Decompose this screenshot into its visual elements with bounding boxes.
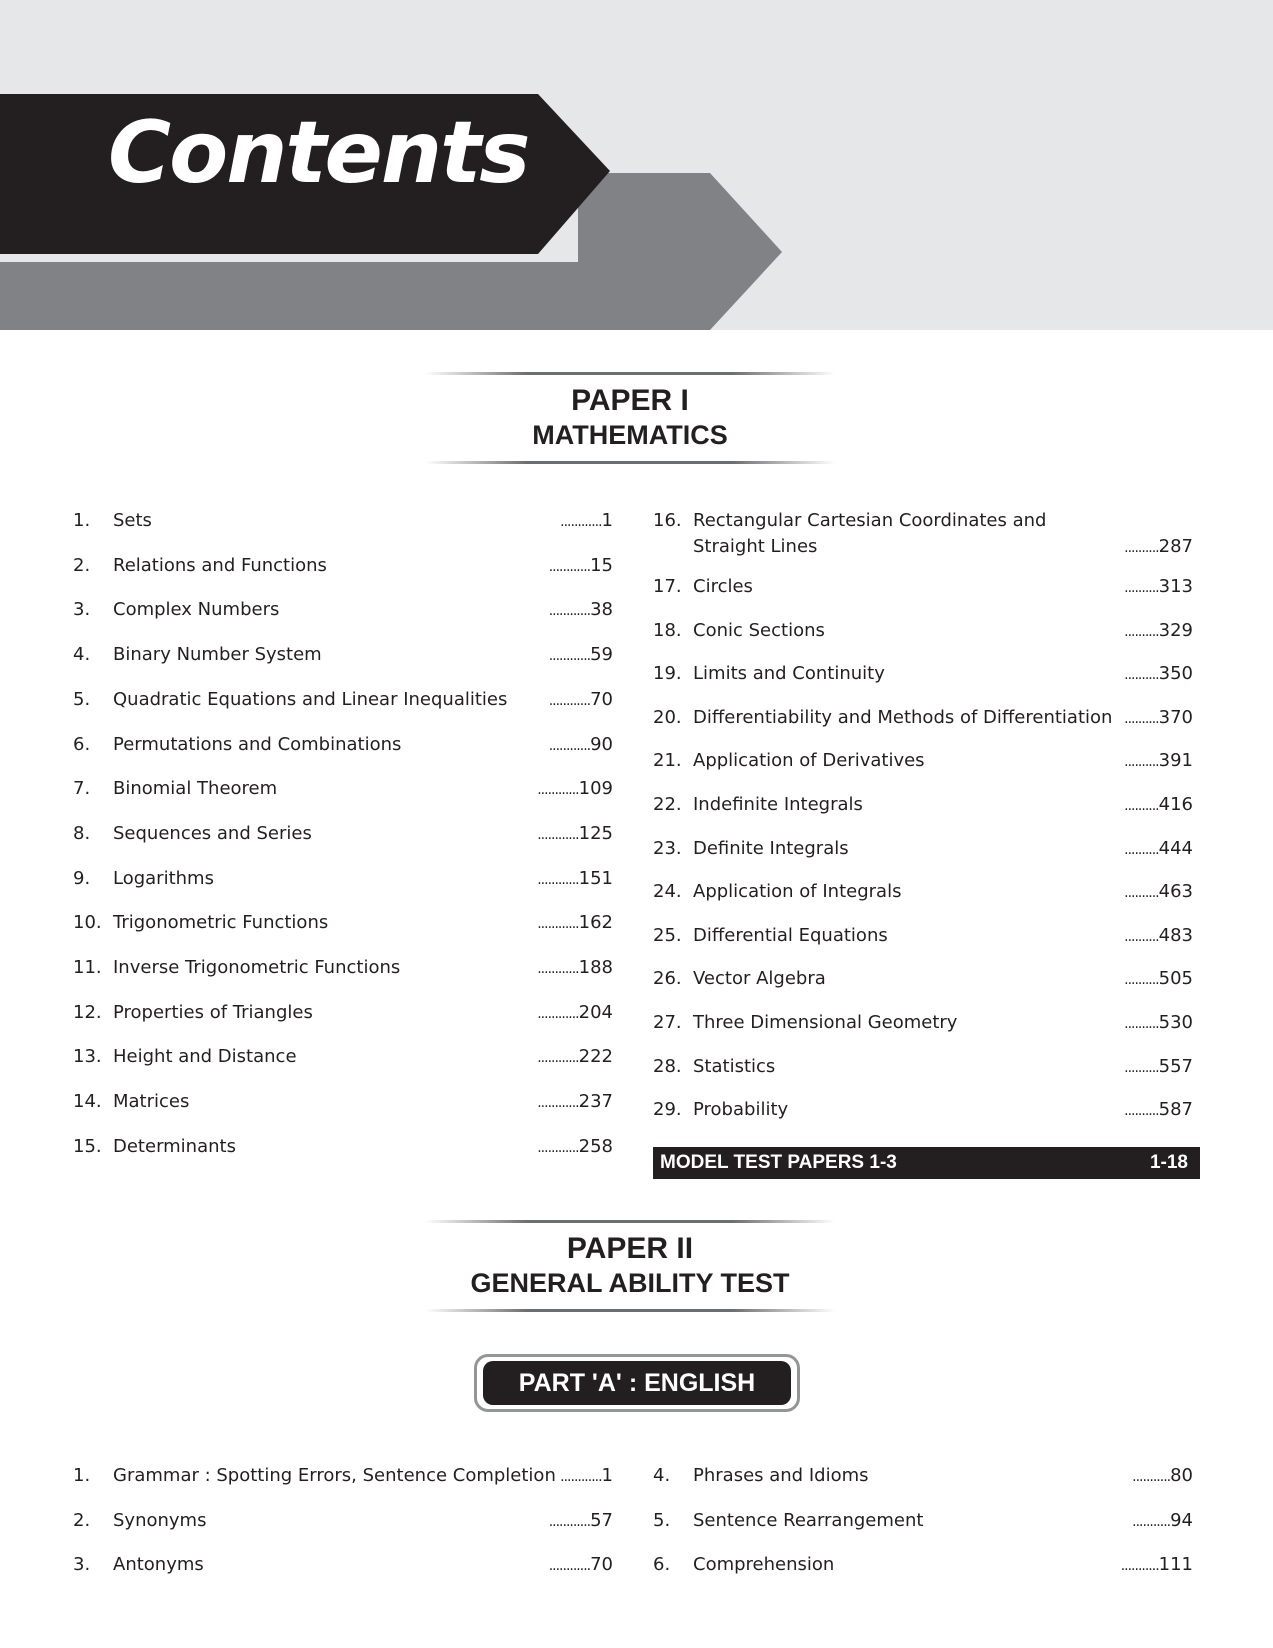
entry-number: 18.: [653, 619, 682, 641]
entry-number: 19.: [653, 663, 682, 685]
entry-page: [1124, 792, 1193, 819]
entry-page: [1124, 1010, 1193, 1037]
entry-title: Binary Number System: [113, 644, 322, 666]
leader-dots: ............: [560, 1469, 602, 1485]
entry-title: Indefinite Integrals: [693, 794, 863, 815]
entry-page-number: 222: [578, 1046, 613, 1068]
entry-page-number: 1: [601, 1465, 613, 1486]
entry-page-number: 463: [1158, 881, 1193, 903]
entry-title: Rectangular Cartesian Coordinates and: [693, 510, 1047, 531]
leader-dots: ..........: [1124, 580, 1159, 596]
entry-title-cont: Straight Lines: [693, 536, 818, 557]
entry-title: Trigonometric Functions: [113, 912, 329, 934]
leader-dots: ...........: [1132, 1513, 1171, 1530]
entry-title: Properties of Triangles: [113, 1001, 313, 1023]
paper2-label: PAPER II: [566, 1232, 694, 1265]
entry-page: [1124, 748, 1193, 775]
entry-page-number: 287: [1158, 536, 1193, 557]
entry-page: [1124, 534, 1193, 561]
entry-page-number: 151: [578, 867, 613, 889]
entry-page: [537, 1134, 613, 1161]
entry-page: [537, 1000, 613, 1027]
entry-page: [1121, 1552, 1193, 1579]
entry-number: 29.: [653, 1099, 682, 1121]
entry-page: [537, 1089, 613, 1116]
leader-dots: ............: [548, 737, 591, 754]
leader-dots: ............: [537, 1005, 579, 1022]
entry-title: Grammar : Spotting Errors, Sentence Completion: [113, 1465, 556, 1486]
entry-page: [537, 910, 613, 937]
entry-page-number: 80: [1170, 1465, 1193, 1486]
entry-page-number: 57: [590, 1509, 613, 1531]
entry-page: [1124, 574, 1193, 601]
leader-dots: ............: [537, 782, 579, 799]
entry-number: 26.: [653, 968, 682, 990]
leader-dots: ............: [537, 871, 579, 888]
leader-dots: ...........: [1120, 1558, 1159, 1574]
entry-title: Complex Numbers: [113, 599, 280, 621]
entry-page: [1132, 1463, 1193, 1490]
part-a-label: PART 'A' : ENGLISH: [483, 1361, 791, 1405]
entry-number: 2.: [73, 1509, 91, 1531]
entry-number: 6.: [73, 733, 91, 755]
entry-page: [1124, 1097, 1193, 1124]
divider: [425, 1309, 835, 1312]
entry-title: Application of Integrals: [693, 881, 902, 903]
entry-page-number: 483: [1158, 924, 1193, 946]
entry-number: 20.: [653, 706, 682, 728]
divider: [425, 372, 835, 375]
entry-title: Antonyms: [113, 1554, 204, 1575]
entry-title: Quadratic Equations and Linear Inequalities: [113, 688, 508, 710]
entry-title: Definite Integrals: [693, 837, 849, 859]
entry-number: 5.: [73, 688, 91, 710]
model-test-label: MODEL TEST PAPERS 1-3: [660, 1152, 897, 1173]
paper2-subject: GENERAL ABILITY TEST: [470, 1268, 790, 1298]
entry-number: 8.: [73, 822, 91, 844]
leader-dots: ............: [537, 826, 579, 843]
entry-page: [549, 687, 613, 714]
leader-dots: ............: [548, 603, 591, 620]
leader-dots: ..........: [1124, 972, 1159, 989]
entry-page: [537, 821, 613, 848]
leader-dots: ...........: [1132, 1469, 1171, 1485]
entry-page: [560, 508, 613, 535]
entry-page: [1124, 705, 1193, 732]
entry-title: Differential Equations: [693, 924, 888, 946]
entry-page-number: 109: [578, 778, 613, 800]
entry-page-number: 204: [578, 1001, 613, 1023]
leader-dots: ..........: [1124, 667, 1159, 684]
entry-page-number: 237: [578, 1091, 613, 1113]
divider: [425, 1220, 835, 1223]
entry-page-number: 90: [590, 733, 613, 755]
entry-page: [549, 597, 613, 624]
entry-title: Inverse Trigonometric Functions: [113, 957, 401, 978]
leader-dots: ..........: [1124, 623, 1159, 640]
entry-number: 5.: [653, 1509, 671, 1531]
leader-dots: ............: [560, 514, 602, 530]
leader-dots: ............: [548, 692, 591, 709]
entry-number: 24.: [653, 881, 682, 903]
entry-page-number: 444: [1158, 837, 1193, 859]
entry-page-number: 313: [1158, 576, 1193, 597]
entry-number: 4.: [653, 1465, 671, 1486]
paper1-heading: [425, 372, 835, 464]
entry-page: [549, 553, 613, 580]
page-title: Contents: [108, 103, 529, 203]
entry-page-number: 416: [1158, 794, 1193, 815]
leader-dots: ............: [537, 916, 579, 933]
leader-dots: ............: [548, 1513, 591, 1530]
entry-page-number: 505: [1158, 968, 1193, 990]
leader-dots: ............: [548, 1558, 591, 1574]
entry-title: Circles: [693, 576, 753, 597]
leader-dots: ............: [537, 1095, 579, 1112]
entry-title: Application of Derivatives: [693, 750, 925, 772]
entry-page-number: 1: [601, 510, 613, 531]
entry-page-number: 70: [590, 688, 613, 710]
leader-dots: ............: [548, 558, 591, 575]
entry-number: 11.: [73, 957, 102, 978]
entry-page: [549, 642, 613, 669]
entry-page-number: 587: [1158, 1099, 1193, 1121]
leader-dots: ............: [548, 648, 591, 665]
leader-dots: ..........: [1124, 798, 1159, 814]
entry-page: [1124, 836, 1193, 863]
entry-number: 27.: [653, 1012, 682, 1033]
leader-dots: ..........: [1124, 710, 1159, 727]
entry-page-number: 162: [578, 912, 613, 934]
leader-dots: ............: [537, 1139, 579, 1156]
entry-page: [1124, 661, 1193, 688]
entry-title: Matrices: [113, 1091, 190, 1113]
entry-page: [537, 1044, 613, 1071]
entry-page-number: 59: [590, 644, 613, 666]
entry-page: [1124, 1054, 1193, 1081]
leader-dots: ..........: [1124, 754, 1159, 771]
entry-page: [537, 776, 613, 803]
entry-page-number: 258: [578, 1135, 613, 1157]
entry-number: 1.: [73, 510, 91, 531]
paper1-subject: MATHEMATICS: [532, 420, 728, 450]
entry-title: Phrases and Idioms: [693, 1465, 869, 1486]
entry-title: Comprehension: [693, 1554, 835, 1575]
entry-title: Probability: [693, 1099, 789, 1121]
entry-title: Synonyms: [113, 1509, 207, 1531]
entry-page: [1124, 879, 1193, 906]
entry-title: Statistics: [693, 1055, 776, 1077]
entry-title: Differentiability and Methods of Differentiation: [693, 706, 1113, 728]
model-test-pages: 1-18: [1149, 1152, 1188, 1173]
entry-page-number: 557: [1158, 1055, 1193, 1077]
entry-number: 14.: [73, 1091, 102, 1113]
entry-page-number: 530: [1158, 1012, 1193, 1033]
entry-number: 13.: [73, 1046, 102, 1068]
leader-dots: ............: [537, 1050, 579, 1067]
entry-page-number: 125: [578, 822, 613, 844]
entry-number: 3.: [73, 599, 91, 621]
leader-dots: ..........: [1124, 885, 1159, 902]
entry-title: Logarithms: [113, 867, 214, 889]
leader-dots: ..........: [1124, 841, 1159, 858]
entry-number: 4.: [73, 644, 91, 666]
entry-page-number: 94: [1170, 1509, 1193, 1531]
entry-page-number: 391: [1158, 750, 1193, 772]
entry-number: 9.: [73, 867, 91, 889]
entry-number: 23.: [653, 837, 682, 859]
paper2-heading: [425, 1220, 835, 1312]
entry-page-number: 15: [590, 554, 613, 576]
entry-title: Vector Algebra: [693, 968, 826, 990]
entry-number: 16.: [653, 510, 682, 531]
leader-dots: ..........: [1124, 540, 1159, 556]
entry-page: [537, 955, 613, 982]
entry-page: [549, 1508, 613, 1535]
entry-page-number: 329: [1158, 619, 1193, 641]
entry-page: [560, 1463, 613, 1490]
entry-page: [1124, 618, 1193, 645]
part-a-badge: [474, 1354, 800, 1412]
entry-page-number: 370: [1158, 706, 1193, 728]
entry-number: 17.: [653, 576, 682, 597]
entry-page: [1124, 923, 1193, 950]
leader-dots: ..........: [1124, 1016, 1159, 1032]
paper1-label: PAPER I: [571, 384, 689, 417]
entry-number: 28.: [653, 1055, 682, 1077]
entry-title: Sequences and Series: [113, 822, 312, 844]
entry-number: 12.: [73, 1001, 102, 1023]
leader-dots: ............: [537, 961, 579, 977]
entry-title: Limits and Continuity: [693, 663, 885, 685]
entry-title: Permutations and Combinations: [113, 733, 402, 755]
entry-page: [537, 866, 613, 893]
entry-page: [549, 732, 613, 759]
leader-dots: ..........: [1124, 1059, 1159, 1076]
entry-title: Relations and Functions: [113, 554, 327, 576]
entry-number: 15.: [73, 1135, 102, 1157]
entry-number: 6.: [653, 1554, 671, 1575]
entry-title: Height and Distance: [113, 1046, 297, 1068]
entry-number: 1.: [73, 1465, 91, 1486]
entry-title: Sentence Rearrangement: [693, 1509, 924, 1531]
divider: [425, 461, 835, 464]
entry-page-number: 350: [1158, 663, 1193, 685]
entry-number: 22.: [653, 794, 682, 815]
entry-title: Binomial Theorem: [113, 778, 278, 800]
entry-title: Determinants: [113, 1135, 236, 1157]
entry-number: 3.: [73, 1554, 91, 1575]
entry-number: 7.: [73, 778, 91, 800]
entry-title: Conic Sections: [693, 619, 825, 641]
entry-number: 10.: [73, 912, 102, 934]
entry-title: Three Dimensional Geometry: [693, 1012, 958, 1033]
entry-number: 21.: [653, 750, 682, 772]
entry-page-number: 70: [590, 1554, 613, 1575]
entry-page-number: 38: [590, 599, 613, 621]
entry-number: 25.: [653, 924, 682, 946]
leader-dots: ..........: [1124, 928, 1159, 945]
entry-page: [1124, 966, 1193, 993]
model-test-bar[interactable]: [653, 1147, 1200, 1179]
header-banner: [0, 0, 1273, 330]
entry-page-number: 188: [578, 957, 613, 978]
leader-dots: ..........: [1124, 1103, 1159, 1120]
entry-page: [1132, 1508, 1193, 1535]
entry-page: [549, 1552, 613, 1579]
entry-title: Sets: [113, 510, 152, 531]
entry-page-number: 111: [1158, 1554, 1193, 1575]
entry-number: 2.: [73, 554, 91, 576]
